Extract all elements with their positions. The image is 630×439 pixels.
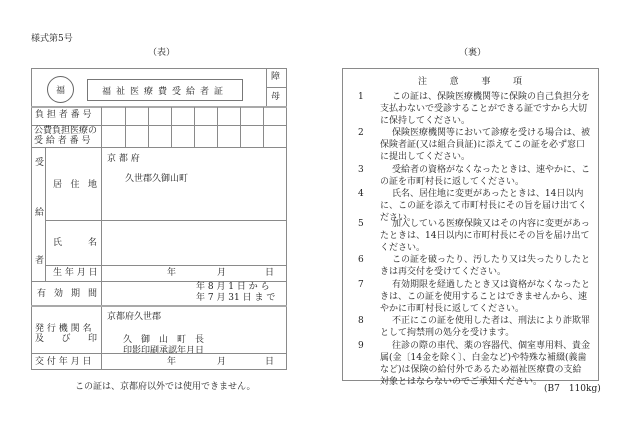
burden-number-label: 負 担 者 番 号 — [35, 110, 92, 120]
notice-item — [358, 218, 590, 254]
notice-text: 加入している医療保険又はその内容に変更があったときは、14日以内に市町村長にその旨を届け出てください。 — [380, 219, 590, 253]
issue-month: 月 — [217, 357, 227, 367]
notice-item — [358, 315, 591, 339]
notice-item — [358, 91, 591, 127]
front-card — [31, 68, 287, 370]
notice-text: この証を破ったり、汚したり又は失ったりしたときは再交付を受けてください。 — [380, 255, 591, 277]
notice-number: 6 — [358, 255, 364, 265]
name-label — [53, 238, 97, 249]
card-title-text: 福祉医療費受給者証 — [101, 86, 228, 97]
issuer-line1: 京都府久世郡 — [107, 312, 162, 322]
issuer-label-char: 印 — [87, 334, 97, 344]
sho-label: 障 — [271, 72, 281, 82]
issuer-label-char: 及 — [35, 334, 45, 344]
notice-number: 5 — [358, 219, 364, 229]
front-side-label: （表） — [148, 48, 176, 58]
birthdate-label: 生 年 月 日 — [53, 268, 98, 278]
form-number: 様式第5号 — [31, 34, 73, 44]
residence-label-char: 居 — [53, 180, 63, 190]
notice-text: 氏名、居住地に変更があったときは、14日以内に、この証を添えて市町村長にその旨を届け出てください。 — [380, 189, 588, 223]
recipient-vertical-2: 給 — [35, 208, 45, 218]
notice-heading-char: 項 — [512, 77, 522, 87]
notice-number: 3 — [358, 165, 364, 175]
birth-day: 日 — [265, 268, 275, 278]
notice-number: 9 — [358, 341, 364, 351]
issue-date-label: 交 付 年 月 日 — [35, 357, 92, 367]
notice-number: 4 — [358, 189, 364, 199]
notice-heading-char: 注 — [418, 77, 428, 87]
residence-field[interactable] — [102, 148, 287, 220]
back-side-label: （裏） — [459, 48, 487, 58]
notice-number: 8 — [358, 316, 364, 326]
issue-day: 日 — [265, 357, 275, 367]
notice-item — [358, 127, 591, 163]
public-recipient-label-line2: 受 給 者 番 号 — [34, 136, 91, 146]
issuer-label-line1: 発 行 機 関 名 — [35, 324, 92, 334]
notice-text: 保険医療機関等において診療を受ける場合は、被保険者証(又は組合員証)に添えてこの証を必ず窓口に提出してください。 — [380, 128, 591, 162]
card-title — [87, 79, 243, 101]
notice-text: 往診の際の車代、薬の容器代、個室専用料、貴金属(金〔14金を除く〕、白金など)や特殊な補綴(義歯など)は保険の給付外であるため福祉医療費の支給対象とはならないのでご承知ください。 — [380, 341, 591, 387]
name-field[interactable] — [102, 221, 287, 265]
validity-label-char: 期 — [70, 289, 80, 299]
residence-prefecture: 京 都 府 — [107, 154, 140, 164]
validity-from: 年 8 月 1 日 か ら — [196, 282, 270, 292]
notice-text: 有効期限を経過したとき又は資格がなくなったときは、この証を使用することはできませんから、速やかに市町村長に返してください。 — [380, 280, 591, 314]
issuer-line3: 印影印刷承認年月日 — [123, 346, 205, 356]
recipient-number-field[interactable] — [102, 126, 263, 147]
issue-year: 年 — [167, 357, 177, 367]
validity-label-char: 間 — [87, 289, 97, 299]
notice-item — [358, 164, 591, 188]
notice-text: 不正にこの証を使用した者は、刑法により詐欺罪として拘禁刑の処分を受けます。 — [380, 316, 591, 338]
notice-number: 2 — [358, 128, 364, 138]
notice-text: この証は、保険医療機関等に保険の自己負担分を支払わないで受診することができる証ですから大切に保持してください。 — [380, 92, 591, 126]
name-label-char: 氏 — [53, 238, 63, 248]
birth-month: 月 — [217, 268, 227, 278]
recipient-vertical-1: 受 — [35, 158, 45, 168]
validity-label-char: 有 — [37, 289, 47, 299]
fuku-mark-text: 福 — [55, 86, 65, 96]
residence-town: 久世郡久御山町 — [125, 174, 189, 184]
bo-label: 母 — [271, 92, 281, 102]
residence-label-char: 地 — [87, 180, 97, 190]
fuku-mark-icon — [47, 76, 74, 103]
recipient-vertical-3: 者 — [35, 256, 45, 266]
burden-number-field[interactable] — [102, 107, 287, 125]
notice-item — [358, 279, 591, 315]
notice-heading — [418, 77, 522, 88]
notice-item — [358, 254, 591, 278]
public-recipient-label-line1: 公費負担医療の — [34, 126, 98, 136]
notice-text: 受給者の資格がなくなったときは、速やかに、この証を市町村長に返してください。 — [380, 165, 591, 187]
validity-label-char: 効 — [53, 289, 63, 299]
notice-item — [358, 340, 591, 388]
notice-heading-char: 事 — [481, 77, 491, 87]
issuer-line2: 久 御 山 町 長 — [123, 335, 205, 345]
footer-note: この証は、京都府以外では使用できません。 — [75, 382, 256, 392]
validity-label — [37, 289, 97, 300]
name-label-char: 名 — [87, 238, 97, 248]
issuer-label-line2 — [35, 334, 97, 345]
notice-number: 7 — [358, 280, 364, 290]
notice-number: 1 — [358, 92, 364, 102]
residence-label-char: 住 — [70, 180, 80, 190]
size-note: (B7 110kg) — [544, 384, 601, 394]
issuer-label-char: び — [61, 334, 71, 344]
residence-label — [53, 180, 97, 191]
notice-heading-char: 意 — [449, 77, 459, 87]
birth-year: 年 — [167, 268, 177, 278]
validity-to: 年 7 月 31 日 ま で — [196, 293, 276, 303]
